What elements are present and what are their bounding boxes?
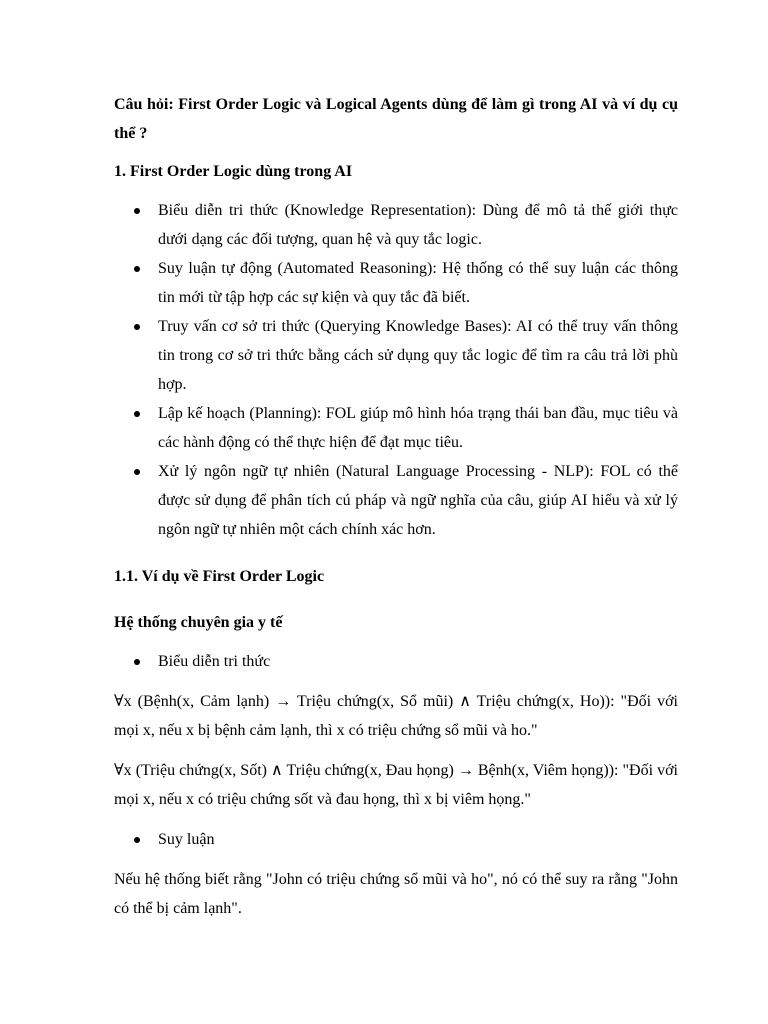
list-item bbox=[114, 254, 678, 312]
list-item bbox=[114, 457, 678, 544]
section-1-1-heading: 1.1. Ví dụ về First Order Logic bbox=[114, 568, 325, 585]
list-item-text: Suy luận tự động (Automated Reasoning): Hệ thống có thể suy luận các thông tin mới từ tập hợp các sự kiện và quy tắc đã biết. bbox=[158, 260, 678, 306]
section-1-list bbox=[114, 196, 678, 544]
list-item bbox=[114, 399, 678, 457]
list-item-text: Lập kế hoạch (Planning): FOL giúp mô hình hóa trạng thái ban đầu, mục tiêu và các hành động có thể thực hiện để đạt mục tiêu. bbox=[158, 405, 678, 451]
list-item-text: Suy luận bbox=[158, 831, 215, 848]
list-item-text: Biểu diễn tri thức bbox=[158, 653, 271, 670]
bullet-icon bbox=[134, 324, 140, 330]
list-item bbox=[114, 647, 678, 676]
list-item-text: Biểu diễn tri thức (Knowledge Representation): Dùng để mô tả thế giới thực dưới dạng các đối tượng, quan hệ và quy tắc logic. bbox=[158, 202, 678, 248]
knowledge-list bbox=[114, 647, 678, 676]
bullet-icon bbox=[134, 659, 140, 665]
list-item bbox=[114, 825, 678, 854]
list-item bbox=[114, 312, 678, 399]
question-title: Câu hỏi: First Order Logic và Logical Agents dùng để làm gì trong AI và ví dụ cụ thể ? bbox=[114, 96, 678, 142]
bullet-icon bbox=[134, 208, 140, 214]
bullet-icon bbox=[134, 411, 140, 417]
inference-list bbox=[114, 825, 678, 854]
rule-1: ∀x (Bệnh(x, Cảm lạnh) → Triệu chứng(x, Sổ mũi) ∧ Triệu chứng(x, Ho)): "Đối với mọi x, nếu x bị bệnh cảm lạnh, thì x có triệu chứng sổ mũi và ho." bbox=[114, 693, 678, 739]
section-1-heading: 1. First Order Logic dùng trong AI bbox=[114, 163, 353, 180]
subsection-heading: Hệ thống chuyên gia y tế bbox=[114, 614, 283, 631]
list-item-text: Xử lý ngôn ngữ tự nhiên (Natural Language Processing - NLP): FOL có thể được sử dụng để phân tích cú pháp và ngữ nghĩa của câu, giúp AI hiểu và xử lý ngôn ngữ tự nhiên một cách chính xác hơn. bbox=[158, 463, 678, 538]
list-item bbox=[114, 196, 678, 254]
document-content bbox=[114, 90, 678, 923]
bullet-icon bbox=[134, 266, 140, 272]
bullet-icon bbox=[134, 469, 140, 475]
bullet-icon bbox=[134, 837, 140, 843]
inference-paragraph: Nếu hệ thống biết rằng "John có triệu chứng sổ mũi và ho", nó có thể suy ra rằng "John có thể bị cảm lạnh". bbox=[114, 871, 678, 917]
list-item-text: Truy vấn cơ sở tri thức (Querying Knowledge Bases): AI có thể truy vấn thông tin trong cơ sở tri thức bằng cách sử dụng quy tắc logic để tìm ra câu trả lời phù hợp. bbox=[158, 318, 678, 393]
rule-2: ∀x (Triệu chứng(x, Sốt) ∧ Triệu chứng(x, Đau họng) → Bệnh(x, Viêm họng)): "Đối với mọi x, nếu x có triệu chứng sốt và đau họng, thì x bị viêm họng." bbox=[114, 762, 678, 808]
